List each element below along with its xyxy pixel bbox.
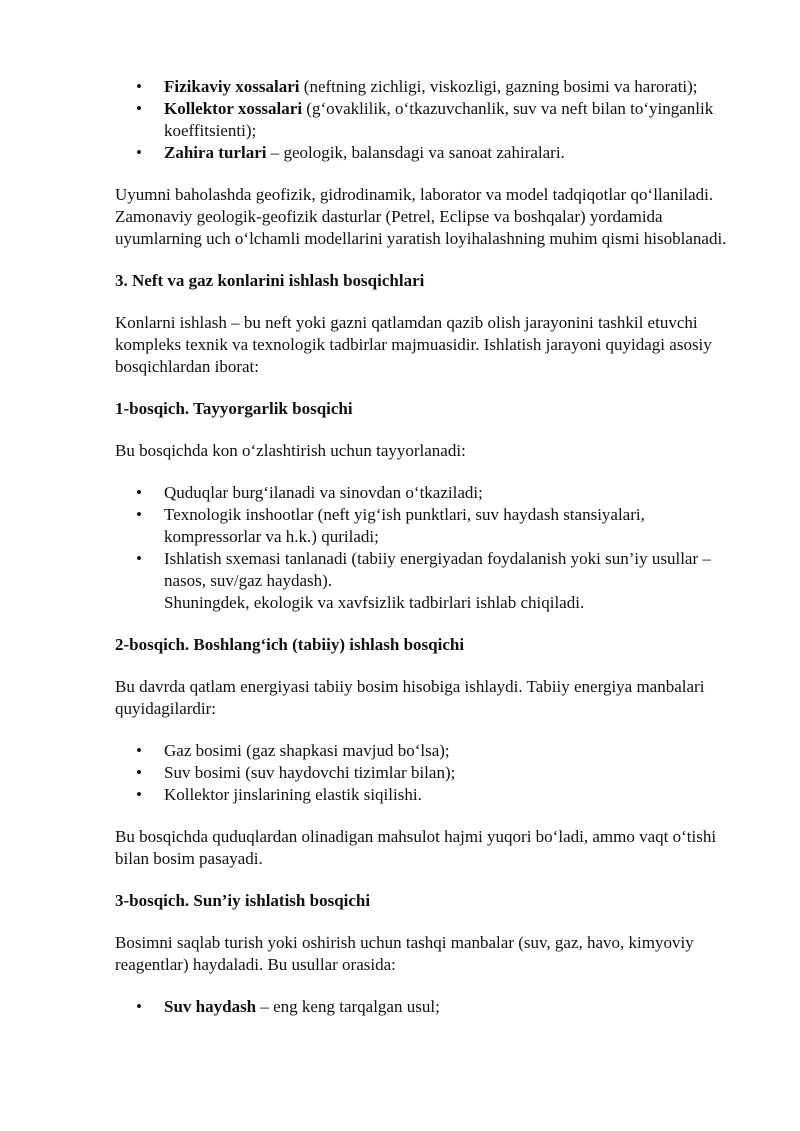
paragraph: Bu davrda qatlam energiyasi tabiiy bosim hisobiga ishlaydi. Tabiiy energiya manbalari quyidagilardir:	[115, 677, 705, 718]
list-item	[115, 996, 740, 1018]
list-item	[115, 740, 740, 762]
stage3-list	[115, 996, 740, 1018]
item-text: Kollektor jinslarining elastik siqilishi.	[164, 785, 422, 804]
bullet: •	[136, 99, 142, 118]
item-text: Texnologik inshootlar (neft yig‘ish punktlari, suv haydash stansiyalari, kompressorlar va h.k.) quriladi;	[164, 505, 645, 546]
item-term: Suv haydash	[164, 997, 257, 1016]
paragraph: Konlarni ishlash – bu neft yoki gazni qatlamdan qazib olish jarayonini tashkil etuvchi kompleks texnik va texnologik tadbirlar majmuasidir. Ishlatish jarayoni quyidagi asosiy bosqichlardan iborat:	[115, 313, 712, 376]
item-text: (neftning zichligi, viskozligi, gazning bosimi va harorati);	[299, 77, 698, 96]
stage2-list	[115, 740, 740, 806]
stage1-list	[115, 482, 740, 614]
list-item	[115, 482, 740, 504]
paragraph: Bu bosqichda kon o‘zlashtirish uchun tayyorlanadi:	[115, 441, 466, 460]
list-item	[115, 142, 740, 164]
bullet: •	[136, 997, 142, 1016]
item-text: Quduqlar burg‘ilanadi va sinovdan o‘tkaziladi;	[164, 483, 483, 502]
paragraph: Bosimni saqlab turish yoki oshirish uchun tashqi manbalar (suv, gaz, havo, kimyoviy reagentlar) haydaladi. Bu usullar orasida:	[115, 933, 694, 974]
bullet: •	[136, 143, 142, 162]
section-heading: 3. Neft va gaz konlarini ishlash bosqichlari	[115, 271, 425, 290]
item-term: Kollektor xossalari	[164, 99, 303, 118]
list-item	[115, 548, 740, 614]
item-text: Gaz bosimi (gaz shapkasi mavjud bo‘lsa);	[164, 741, 450, 760]
list-item	[115, 784, 740, 806]
bullet: •	[136, 785, 142, 804]
item-text: (g‘ovaklilik, o‘tkazuvchanlik, suv va neft bilan to‘yinganlik koeffitsienti);	[164, 99, 714, 140]
item-term: Fizikaviy xossalari	[164, 77, 300, 96]
item-continuation: Shuningdek, ekologik va xavfsizlik tadbirlari ishlab chiqiladi.	[164, 593, 585, 612]
bullet: •	[136, 483, 142, 502]
item-text: – geologik, balansdagi va sanoat zahiralari.	[266, 143, 565, 162]
stage1-heading: 1-bosqich. Tayyorgarlik bosqichi	[115, 399, 353, 418]
list-item	[115, 504, 740, 548]
item-text: Ishlatish sxemasi tanlanadi (tabiiy energiyadan foydalanish yoki sun’iy usullar – nasos, suv/gaz haydash).	[164, 549, 711, 590]
item-text: – eng keng tarqalgan usul;	[256, 997, 440, 1016]
bullet: •	[136, 741, 142, 760]
document-page	[115, 76, 740, 1018]
paragraph: Bu bosqichda quduqlardan olinadigan mahsulot hajmi yuqori bo‘ladi, ammo vaqt o‘tishi bilan bosim pasayadi.	[115, 827, 717, 868]
list-item	[115, 76, 740, 98]
paragraph: Uyumni baholashda geofizik, gidrodinamik, laborator va model tadqiqotlar qo‘llaniladi. Zamonaviy geologik-geofizik dasturlar (Petrel, Eclipse va boshqalar) yordamida uyumlarning uch o‘lchamli modellarini yaratish loyihalashning muhim qismi hisoblanadi.	[115, 185, 727, 248]
stage3-heading: 3-bosqich. Sun’iy ishlatish bosqichi	[115, 891, 371, 910]
item-term: Zahira turlari	[164, 143, 267, 162]
bullet: •	[136, 505, 142, 524]
list-item	[115, 98, 740, 142]
item-text: Suv bosimi (suv haydovchi tizimlar bilan);	[164, 763, 456, 782]
bullet: •	[136, 549, 142, 568]
properties-list	[115, 76, 740, 164]
bullet: •	[136, 77, 142, 96]
list-item	[115, 762, 740, 784]
stage2-heading: 2-bosqich. Boshlang‘ich (tabiiy) ishlash bosqichi	[115, 635, 465, 654]
bullet: •	[136, 763, 142, 782]
